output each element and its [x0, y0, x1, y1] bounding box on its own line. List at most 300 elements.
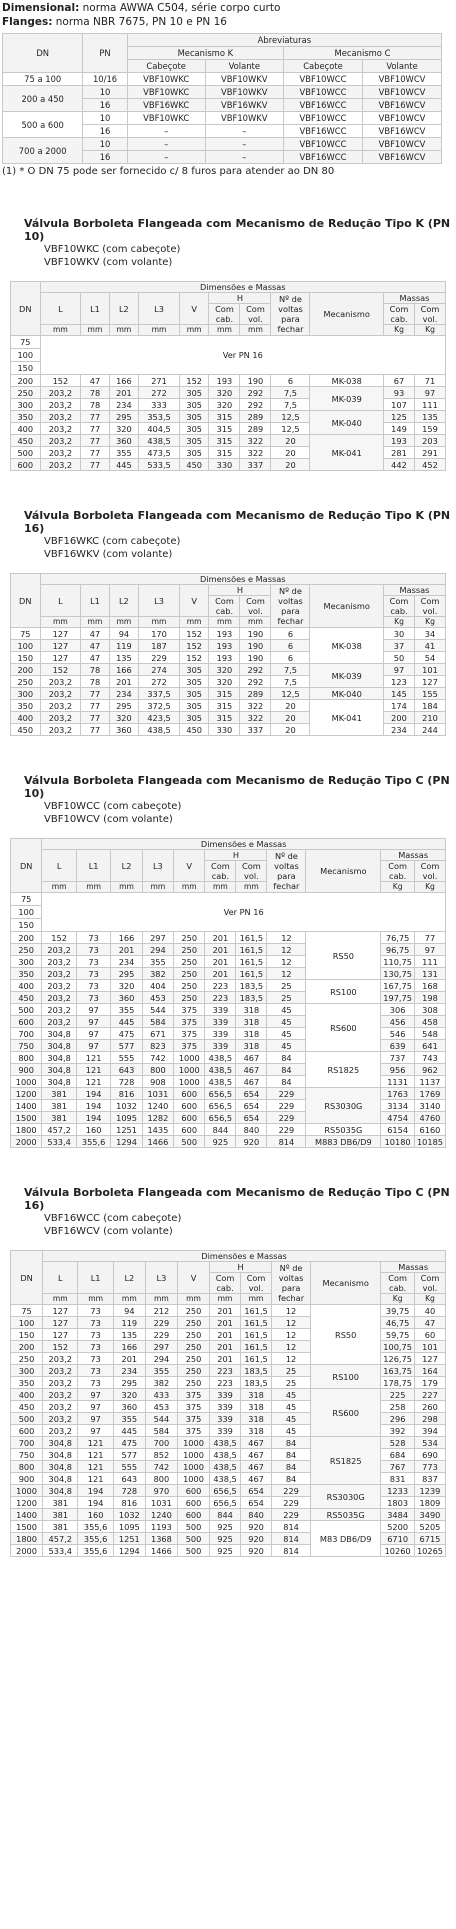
cell-voltas: 229 [272, 1509, 311, 1521]
units-row [11, 1294, 446, 1305]
cell-mecanismo: RS3030G [311, 1485, 381, 1509]
cell-l: 304,8 [42, 1040, 77, 1052]
cell-mecanismo: RS1825 [311, 1437, 381, 1485]
cell-l1: 97 [76, 1004, 111, 1016]
cell-h-vol: 318 [241, 1425, 272, 1437]
cell-dn: 1000 [11, 1485, 43, 1497]
cell-dn: 500 [11, 1004, 42, 1016]
cell-h-cab: 201 [210, 1341, 241, 1353]
cell-massa-cab: 167,75 [381, 980, 415, 992]
table-row [11, 1377, 446, 1389]
head-m-vol: Com vol. [414, 1273, 445, 1294]
cell-l3: 297 [145, 1341, 177, 1353]
cell-massa-vol: 203 [415, 435, 446, 447]
cell-massa-vol: 244 [415, 724, 446, 736]
head-mecanismo: Mecanismo [310, 293, 384, 336]
cell-massa-vol: 60 [414, 1329, 445, 1341]
cell-l3: 297 [142, 932, 173, 944]
abbr-k-cab: VBF16WKC [127, 99, 205, 112]
cell-l3: 372,5 [139, 700, 180, 712]
cell-v: 450 [179, 459, 209, 471]
cell-massa-cab: 110,75 [381, 956, 415, 968]
cell-l: 203,2 [40, 459, 81, 471]
cell-l3: 382 [145, 1377, 177, 1389]
head-voltas: Nº de voltas para fechar [271, 585, 310, 628]
cell-l3: 404,5 [139, 423, 180, 435]
cell-l2: 320 [111, 980, 142, 992]
unit-kg: Kg [414, 1294, 445, 1305]
cell-voltas: 84 [267, 1064, 306, 1076]
cell-l3: 700 [145, 1437, 177, 1449]
table-row [11, 1545, 446, 1557]
cell-l3: 852 [145, 1449, 177, 1461]
cell-h-vol: 337 [240, 459, 271, 471]
cell-l: 203,2 [42, 980, 77, 992]
intro-dimensional [2, 1, 454, 15]
cell-h-cab: 201 [210, 1305, 241, 1317]
cell-massa-vol: 101 [415, 664, 446, 676]
cell-h-vol: 322 [240, 712, 271, 724]
cell-l1: 97 [78, 1413, 113, 1425]
cell-l: 152 [43, 1341, 78, 1353]
cell-v: 250 [174, 968, 205, 980]
cell-l1: 121 [78, 1461, 113, 1473]
cell-l: 203,2 [40, 387, 81, 399]
cell-massa-vol: 1137 [414, 1076, 445, 1088]
cell-h-vol: 190 [240, 375, 271, 387]
cell-h-cab: 438,5 [210, 1449, 241, 1461]
cell-h-vol: 183,5 [236, 992, 267, 1004]
cell-l: 203,2 [42, 1004, 77, 1016]
unit-kg: Kg [381, 882, 415, 893]
cell-dn: 2000 [11, 1136, 42, 1148]
cell-dn: 100 [11, 640, 41, 652]
cell-massa-cab: 10260 [381, 1545, 415, 1557]
cell-v: 600 [177, 1509, 209, 1521]
abbr-row [3, 86, 442, 99]
cell-massa-cab: 5200 [381, 1521, 415, 1533]
cell-voltas: 12,5 [271, 423, 310, 435]
cell-massa-vol: 3140 [414, 1100, 445, 1112]
abbr-k-vol: VBF16WKV [205, 99, 283, 112]
cell-h-vol: 161,5 [241, 1317, 272, 1329]
cell-v: 250 [177, 1329, 209, 1341]
head-l1: L1 [78, 1262, 113, 1294]
cell-mecanismo: MK-039 [310, 664, 384, 688]
cell-l3: 1368 [145, 1533, 177, 1545]
table-row [11, 1497, 446, 1509]
head-h: H [209, 585, 271, 596]
cell-voltas: 7,5 [271, 676, 310, 688]
cell-l: 152 [40, 664, 81, 676]
cell-l3: 584 [145, 1425, 177, 1437]
cell-dn: 900 [11, 1473, 43, 1485]
table-row [11, 893, 446, 906]
cell-h-vol: 318 [241, 1389, 272, 1401]
cell-dn: 700 [11, 1028, 42, 1040]
cell-v: 305 [179, 664, 209, 676]
cell-dn: 1000 [11, 1076, 42, 1088]
cell-v: 250 [174, 932, 205, 944]
cell-massa-cab: 1763 [381, 1088, 415, 1100]
head-v: V [179, 585, 209, 617]
cell-l: 203,2 [43, 1413, 78, 1425]
cell-l3: 742 [145, 1461, 177, 1473]
cell-l2: 1294 [111, 1136, 142, 1148]
cell-h-vol: 318 [236, 1004, 267, 1016]
table-row [11, 1112, 446, 1124]
cell-massa-cab: 76,75 [381, 932, 415, 944]
cell-voltas: 84 [272, 1461, 311, 1473]
table-row [11, 1100, 446, 1112]
cell-massa-cab: 767 [381, 1461, 415, 1473]
cell-massa-vol: 71 [415, 375, 446, 387]
cell-dn: 800 [11, 1052, 42, 1064]
cell-massa-cab: 163,75 [381, 1365, 415, 1377]
abbr-head-c-cab: Cabeçote [283, 60, 362, 73]
cell-h-cab: 320 [209, 676, 240, 688]
flanges-label: Flanges: [2, 16, 53, 28]
cell-mecanismo: RS100 [306, 980, 381, 1004]
cell-dn: 300 [11, 956, 42, 968]
cell-mecanismo: MK-038 [310, 628, 384, 664]
table-row [11, 1088, 446, 1100]
cell-h-vol: 161,5 [241, 1341, 272, 1353]
cell-h-vol: 840 [241, 1509, 272, 1521]
abbr-k-vol: VBF10WKV [205, 86, 283, 99]
cell-l2: 166 [113, 1341, 145, 1353]
cell-voltas: 45 [272, 1389, 311, 1401]
cell-l2: 475 [113, 1437, 145, 1449]
abbr-c-vol: VBF16WCV [363, 125, 442, 138]
cell-voltas: 84 [272, 1473, 311, 1485]
cell-l3: 382 [142, 968, 173, 980]
cell-l1: 77 [81, 459, 109, 471]
head-m-cab: Com cab. [381, 861, 415, 882]
head-v: V [177, 1262, 209, 1294]
cell-l2: 295 [109, 700, 139, 712]
abbr-head-title: Abreviaturas [127, 34, 441, 47]
cell-l: 203,2 [40, 411, 81, 423]
cell-dn: 250 [11, 1353, 43, 1365]
cell-massa-vol: 47 [414, 1317, 445, 1329]
table-row [11, 1437, 446, 1449]
cell-voltas: 20 [271, 724, 310, 736]
cell-l3: 187 [139, 640, 180, 652]
cell-l: 304,8 [43, 1437, 78, 1449]
cell-massa-cab: 37 [384, 640, 415, 652]
cell-l: 457,2 [42, 1124, 77, 1136]
cell-h-vol: 161,5 [236, 932, 267, 944]
cell-l1: 77 [81, 435, 109, 447]
cell-massa-cab: 100,75 [381, 1341, 415, 1353]
unit-mm: mm [42, 882, 77, 893]
cell-dn: 75 [11, 628, 41, 640]
cell-v: 600 [174, 1088, 205, 1100]
cell-massa-cab: 442 [384, 459, 415, 471]
cell-l: 304,8 [43, 1449, 78, 1461]
cell-l2: 94 [109, 628, 139, 640]
cell-l: 203,2 [43, 1401, 78, 1413]
abbr-k-vol: – [205, 138, 283, 151]
cell-l: 203,2 [42, 968, 77, 980]
cell-l1: 97 [76, 1040, 111, 1052]
cell-massa-vol: 179 [414, 1377, 445, 1389]
cell-h-vol: 292 [240, 676, 271, 688]
unit-kg: Kg [381, 1294, 415, 1305]
cell-l1: 73 [78, 1317, 113, 1329]
section-subtitle-volante: VBF10WKV (com volante) [44, 257, 173, 268]
cell-l: 203,2 [40, 447, 81, 459]
cell-mecanismo: RS5035G [306, 1124, 381, 1136]
head-mecanismo: Mecanismo [310, 585, 384, 628]
cell-h-cab: 925 [210, 1521, 241, 1533]
head-l: L [40, 585, 81, 617]
head-l3: L3 [142, 850, 173, 882]
head-h-vol: Com vol. [240, 304, 271, 325]
intro [0, 0, 456, 29]
header-row [11, 585, 446, 596]
cell-l3: 294 [142, 944, 173, 956]
abbr-dn: 500 a 600 [3, 112, 83, 138]
cell-h-cab: 315 [209, 700, 240, 712]
cell-l1: 78 [81, 676, 109, 688]
cell-h-cab: 330 [209, 724, 240, 736]
cell-dn: 75 [11, 1305, 43, 1317]
cell-voltas: 229 [267, 1088, 306, 1100]
table-row [11, 1353, 446, 1365]
head-l2: L2 [109, 293, 139, 325]
abbr-head-pn: PN [83, 34, 127, 73]
cell-mecanismo: M83 DB6/D9 [311, 1521, 381, 1557]
cell-h-cab: 320 [209, 387, 240, 399]
cell-massa-cab: 130,75 [381, 968, 415, 980]
cell-h-cab: 201 [205, 956, 236, 968]
cell-h-cab: 320 [209, 664, 240, 676]
cell-dn: 1800 [11, 1533, 43, 1545]
cell-l3: 355 [142, 956, 173, 968]
cell-mecanismo: MK-040 [310, 411, 384, 435]
cell-massa-vol: 690 [414, 1449, 445, 1461]
section-subtitle-cabecote: VBF16WCC (com cabeçote) [44, 1213, 182, 1224]
head-dim-massas: Dimensões e Massas [43, 1251, 446, 1262]
cell-massa-vol: 641 [414, 1040, 445, 1052]
cell-dn: 600 [11, 1425, 43, 1437]
cell-l: 381 [42, 1100, 77, 1112]
cell-l1: 121 [76, 1076, 111, 1088]
abbr-c-vol: VBF16WCV [363, 151, 442, 164]
cell-h-vol: 292 [240, 399, 271, 411]
cell-l3: 274 [139, 664, 180, 676]
unit-kg: Kg [384, 617, 415, 628]
table-row [11, 1365, 446, 1377]
cell-massa-vol: 198 [414, 992, 445, 1004]
abbr-c-vol: VBF10WCV [363, 138, 442, 151]
cell-l2: 295 [109, 411, 139, 423]
cell-dn: 1200 [11, 1497, 43, 1509]
cell-v: 500 [177, 1521, 209, 1533]
cell-h-cab: 315 [209, 411, 240, 423]
unit-mm: mm [205, 882, 236, 893]
cell-voltas: 7,5 [271, 387, 310, 399]
cell-v: 600 [174, 1124, 205, 1136]
cell-dn: 200 [11, 1341, 43, 1353]
abbr-k-cab: VBF10WKC [127, 73, 205, 86]
cell-massa-cab: 456 [381, 1016, 415, 1028]
cell-l2: 201 [109, 387, 139, 399]
head-m-vol: Com vol. [415, 596, 446, 617]
ver-pn16-note: Ver PN 16 [42, 893, 446, 932]
cell-l2: 355 [113, 1413, 145, 1425]
table-row [11, 1004, 446, 1016]
cell-l1: 47 [81, 375, 109, 387]
cell-voltas: 25 [272, 1365, 311, 1377]
cell-l2: 166 [109, 664, 139, 676]
cell-massa-vol: 97 [414, 944, 445, 956]
cell-l3: 333 [139, 399, 180, 411]
cell-dn: 100 [11, 906, 42, 919]
cell-v: 450 [179, 724, 209, 736]
cell-voltas: 25 [267, 980, 306, 992]
cell-l: 203,2 [40, 399, 81, 411]
cell-massa-vol: 111 [415, 399, 446, 411]
cell-dn: 2000 [11, 1545, 43, 1557]
cell-v: 500 [177, 1545, 209, 1557]
unit-kg: Kg [415, 617, 446, 628]
cell-massa-vol: 10185 [414, 1136, 445, 1148]
cell-massa-cab: 684 [381, 1449, 415, 1461]
section-subtitle-volante: VBF16WKV (com volante) [44, 549, 173, 560]
cell-v: 305 [179, 411, 209, 423]
cell-voltas: 12,5 [271, 411, 310, 423]
table-row [11, 1124, 446, 1136]
cell-voltas: 45 [267, 1040, 306, 1052]
section-subtitle-cabecote: VBF10WCC (com cabeçote) [44, 801, 182, 812]
head-dim-massas: Dimensões e Massas [42, 839, 446, 850]
abbr-pn: 16 [83, 99, 127, 112]
cell-massa-vol: 458 [414, 1016, 445, 1028]
dimensions-table [10, 838, 446, 1148]
cell-l3: 229 [145, 1329, 177, 1341]
table-row [11, 1509, 446, 1521]
cell-voltas: 84 [267, 1052, 306, 1064]
abbr-dn: 200 a 450 [3, 86, 83, 112]
cell-l2: 445 [109, 459, 139, 471]
cell-v: 250 [174, 944, 205, 956]
cell-l1: 97 [76, 1016, 111, 1028]
head-l1: L1 [76, 850, 111, 882]
cell-massa-cab: 528 [381, 1437, 415, 1449]
cell-massa-cab: 30 [384, 628, 415, 640]
cell-v: 250 [177, 1377, 209, 1389]
cell-l3: 671 [142, 1028, 173, 1040]
cell-l3: 1031 [145, 1497, 177, 1509]
cell-l1: 121 [76, 1064, 111, 1076]
cell-l3: 337,5 [139, 688, 180, 700]
cell-h-vol: 467 [241, 1461, 272, 1473]
table-row [11, 411, 446, 423]
cell-voltas: 25 [267, 992, 306, 1004]
head-dim-massas: Dimensões e Massas [40, 282, 445, 293]
abbr-c-cab: VBF16WCC [283, 125, 362, 138]
cell-l2: 119 [113, 1317, 145, 1329]
cell-l2: 445 [111, 1016, 142, 1028]
cell-h-cab: 223 [210, 1377, 241, 1389]
cell-l1: 355,6 [78, 1521, 113, 1533]
cell-l: 203,2 [40, 688, 81, 700]
cell-l: 304,8 [42, 1052, 77, 1064]
table-row [11, 992, 446, 1004]
cell-massa-vol: 394 [414, 1425, 445, 1437]
abbr-head-k-cab: Cabeçote [127, 60, 205, 73]
cell-l1: 78 [81, 387, 109, 399]
cell-l1: 77 [81, 712, 109, 724]
cell-massa-vol: 101 [414, 1341, 445, 1353]
table-row [11, 1425, 446, 1437]
cell-mecanismo: RS100 [311, 1365, 381, 1389]
cell-v: 1000 [177, 1437, 209, 1449]
abbr-c-cab: VBF10WCC [283, 86, 362, 99]
cell-l3: 229 [139, 652, 180, 664]
cell-v: 1000 [174, 1052, 205, 1064]
cell-l: 304,8 [43, 1485, 78, 1497]
cell-v: 152 [179, 652, 209, 664]
head-l1: L1 [81, 293, 109, 325]
cell-h-cab: 339 [205, 1004, 236, 1016]
unit-mm: mm [76, 882, 111, 893]
cell-dn: 200 [11, 375, 41, 387]
cell-mecanismo: RS600 [311, 1389, 381, 1437]
cell-voltas: 12 [272, 1341, 311, 1353]
cell-l: 203,2 [40, 712, 81, 724]
cell-l3: 533,5 [139, 459, 180, 471]
cell-voltas: 229 [272, 1485, 311, 1497]
cell-l: 127 [43, 1305, 78, 1317]
cell-h-vol: 920 [241, 1533, 272, 1545]
cell-l1: 73 [76, 992, 111, 1004]
cell-l: 203,2 [43, 1389, 78, 1401]
cell-dn: 700 [11, 1437, 43, 1449]
head-m-cab: Com cab. [384, 596, 415, 617]
cell-v: 305 [179, 712, 209, 724]
cell-massa-vol: 155 [415, 688, 446, 700]
cell-h-cab: 339 [210, 1425, 241, 1437]
cell-voltas: 20 [271, 435, 310, 447]
cell-l2: 555 [111, 1052, 142, 1064]
cell-dn: 400 [11, 423, 41, 435]
cell-v: 305 [179, 447, 209, 459]
head-l2: L2 [111, 850, 142, 882]
cell-h-vol: 920 [241, 1545, 272, 1557]
cell-v: 500 [174, 1136, 205, 1148]
cell-l: 304,8 [43, 1461, 78, 1473]
cell-l2: 577 [113, 1449, 145, 1461]
cell-dn: 100 [11, 1317, 43, 1329]
header-row [11, 1251, 446, 1262]
cell-massa-vol: 962 [414, 1064, 445, 1076]
cell-dn: 250 [11, 387, 41, 399]
cell-massa-cab: 149 [384, 423, 415, 435]
abbr-c-vol: VBF10WCV [363, 86, 442, 99]
cell-h-vol: 467 [241, 1449, 272, 1461]
abbr-k-vol: – [205, 125, 283, 138]
cell-l: 127 [43, 1317, 78, 1329]
abbr-k-cab: – [127, 138, 205, 151]
cell-h-cab: 193 [209, 640, 240, 652]
cell-dn: 300 [11, 688, 41, 700]
cell-voltas: 12 [272, 1317, 311, 1329]
abbr-dn: 75 a 100 [3, 73, 83, 86]
